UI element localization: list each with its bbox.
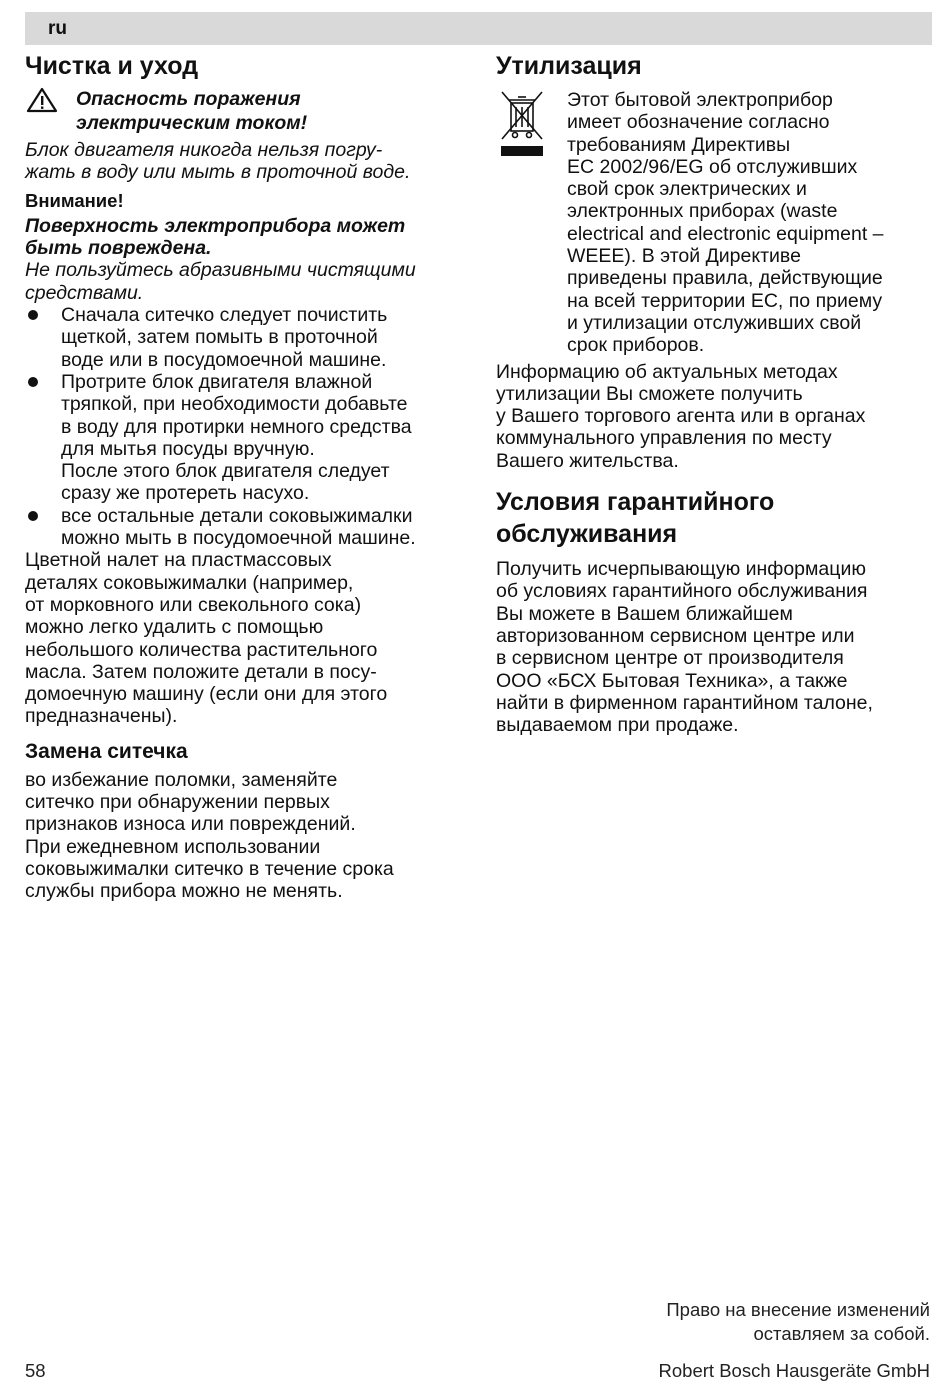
disposal-title: Утилизация	[496, 52, 642, 80]
language-bar	[25, 12, 932, 45]
electric-shock-warning	[25, 87, 465, 135]
crossed-out-bin-icon	[499, 89, 545, 166]
list-item: Сначала ситечко следует почистить щеткой, затем помыть в проточной воде или в посудомоечной машине.	[25, 304, 465, 371]
disposal-block: Этот бытовой электроприбор имеет обозначение согласно требованиям Директивы EC 2002/96/EG об отслуживших свой срок электрических и электронных приборах (waste electrical and electronic equipment – WEEE). В этой Директиве приведены правила, действующие на всей территории ЕС, по приему и утилизации отслуживших свой срок приборов.	[496, 89, 932, 357]
right-column	[496, 50, 932, 736]
warning-text-line1: Блок двигателя никогда нельзя погру-	[25, 139, 383, 161]
list-item: все остальные детали соковыжималки можно мыть в посудомоечной машине.	[25, 505, 465, 550]
warning-text-line2: жать в воду или мыть в проточной воде.	[25, 161, 411, 184]
attention-label: Внимание!	[25, 189, 124, 211]
filter-paragraph: во избежание поломки, заменяйте ситечко при обнаружении первых признаков износа или повреждений. При ежедневном использовании соковыжималки ситечко в течение срока службы прибора можно не менять.	[25, 768, 394, 903]
filter-title: Замена ситечка	[25, 739, 188, 763]
attention-block	[25, 215, 465, 304]
bullet-icon	[28, 377, 38, 387]
rights-note-line2: оставляем за собой.	[753, 1323, 930, 1344]
attention-bold-line1: Поверхность электроприбора может	[25, 214, 406, 237]
bullet-icon	[28, 511, 38, 521]
warning-text	[25, 139, 465, 184]
attention-text-line2: средствами.	[25, 281, 144, 304]
left-column	[25, 50, 465, 903]
warranty-title-line1: Условия гарантийного	[496, 488, 775, 517]
attention-text-line1: Не пользуйтесь абразивными чистящими	[25, 259, 416, 282]
stain-paragraph: Цветной налет на пластмассовых деталях соковыжималки (например, от морковного или свекольного сока) можно легко удалить с помощью небольшого количества растительного масла. Затем положите детали в посу- домоечную машину (если они для этого предназначены).	[25, 549, 388, 728]
warning-title-line2: электрическим током!	[76, 112, 308, 134]
attention-bold-line2: быть повреждена.	[25, 237, 212, 260]
info-paragraph: Информацию об актуальных методах утилизации Вы сможете получить у Вашего торгового агента или в органах коммунального управления по месту Вашего жительства.	[496, 360, 866, 472]
list-item: Протрите блок двигателя влажной тряпкой, при необходимости добавьте в воду для протирки немного средства для мытья посуды вручную. После этого блок двигателя следует сразу же протереть насухо.	[25, 371, 465, 505]
warning-triangle-icon	[26, 87, 58, 118]
page-number: 58	[25, 1360, 46, 1381]
company-name: Robert Bosch Hausgeräte GmbH	[658, 1360, 930, 1381]
warranty-title-line2: обслуживания	[496, 520, 678, 549]
language-code: ru	[48, 18, 67, 39]
cleaning-title: Чистка и уход	[25, 52, 199, 80]
warranty-paragraph: Получить исчерпывающую информацию об условиях гарантийного обслуживания Вы можете в Вашем ближайшем авторизованном сервисном центре или в сервисном центре от производителя ООО «БСХ Бытовая Техника», а также найти в фирменном гарантийном талоне, выдаваемом при продаже.	[496, 558, 873, 737]
bullet-icon	[28, 310, 38, 320]
cleaning-steps	[25, 304, 465, 549]
warranty-title	[496, 486, 932, 550]
warning-title-line1: Опасность поражения	[76, 88, 301, 110]
rights-note-line1: Право на внесение изменений	[666, 1299, 930, 1320]
rights-note	[666, 1298, 930, 1346]
